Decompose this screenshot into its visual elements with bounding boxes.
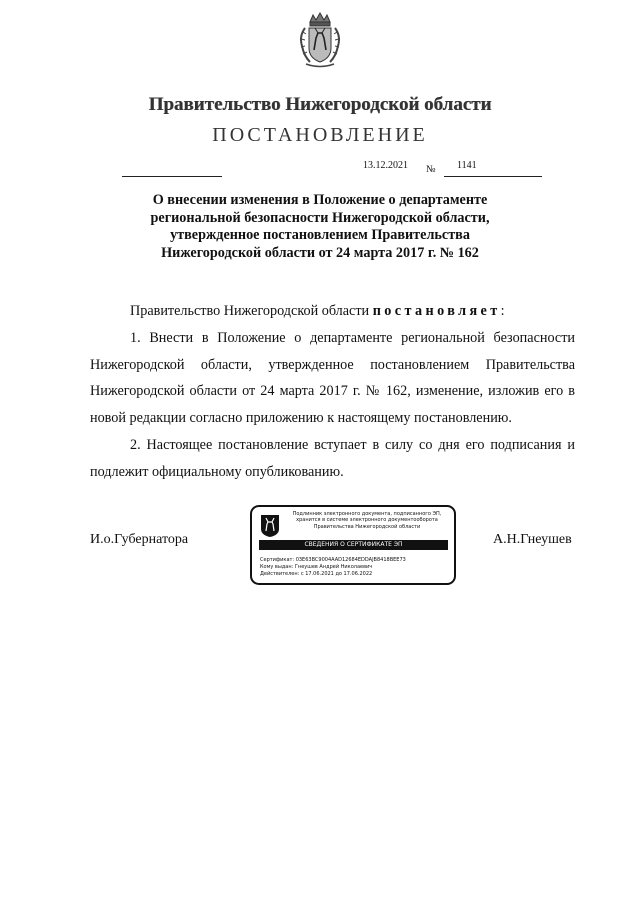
subject-line: Нижегородской области от 24 марта 2017 г. № 162 — [161, 244, 479, 261]
signer-name: А.Н.Гнеушев — [493, 532, 572, 547]
certificate-header-line: хранится в системе электронного документооборота — [296, 517, 438, 524]
organization-title: Правительство Нижегородской области — [148, 94, 492, 115]
document-body — [90, 298, 575, 486]
certificate-header — [282, 511, 452, 530]
signer-position: И.о.Губернатора — [90, 532, 189, 547]
deer-emblem-icon — [260, 514, 280, 538]
intro-suffix: : — [500, 303, 505, 319]
document-subject — [120, 192, 520, 262]
subject-line: региональной безопасности Нижегородской области, — [150, 209, 490, 226]
date-blank-line — [122, 176, 222, 177]
number-underline — [444, 176, 542, 177]
intro-paragraph — [90, 298, 575, 325]
certificate-validity: Действителен: с 17.06.2021 до 17.06.2022 — [260, 571, 373, 577]
e-signature-certificate-stamp — [250, 505, 456, 585]
certificate-header-line: Правительства Нижегородской области — [313, 523, 421, 530]
resolves-word: постановляет — [372, 303, 501, 319]
certificate-header-line: Подлинник электронного документа, подписанного ЭП, — [292, 511, 442, 517]
certificate-title-bar: СВЕДЕНИЯ О СЕРТИФИКАТЕ ЭП — [259, 540, 448, 550]
certificate-owner: Кому выдан: Гнеушев Андрей Николаевич — [260, 564, 373, 570]
subject-line: утвержденное постановлением Правительства — [170, 227, 470, 243]
intro-prefix: Правительство Нижегородской области — [130, 303, 370, 319]
certificate-serial: Сертификат: 03E63BC9004AAD12684EDDAJB8418BEE73 — [260, 557, 406, 563]
subject-line: О внесении изменения в Положение о департаменте — [152, 192, 488, 208]
document-type: ПОСТАНОВЛЕНИЕ — [212, 124, 428, 146]
document-date: 13.12.2021 — [363, 160, 408, 171]
item-paragraph: 1. Внести в Положение о департаменте региональной безопасности Нижегородской области, утвержденное постановлением Правительства Нижегородской области от 24 марта 2017 г. № 162, изменение, изложив его в новой редакции согласно приложению к настоящему постановлению. — [90, 329, 575, 427]
document-number: 1141 — [457, 160, 477, 171]
number-sign: № — [426, 164, 436, 175]
item-paragraph: 2. Настоящее постановление вступает в силу со дня его подписания и подлежит официальному опубликованию. — [90, 436, 575, 480]
coat-of-arms-icon — [296, 12, 344, 70]
